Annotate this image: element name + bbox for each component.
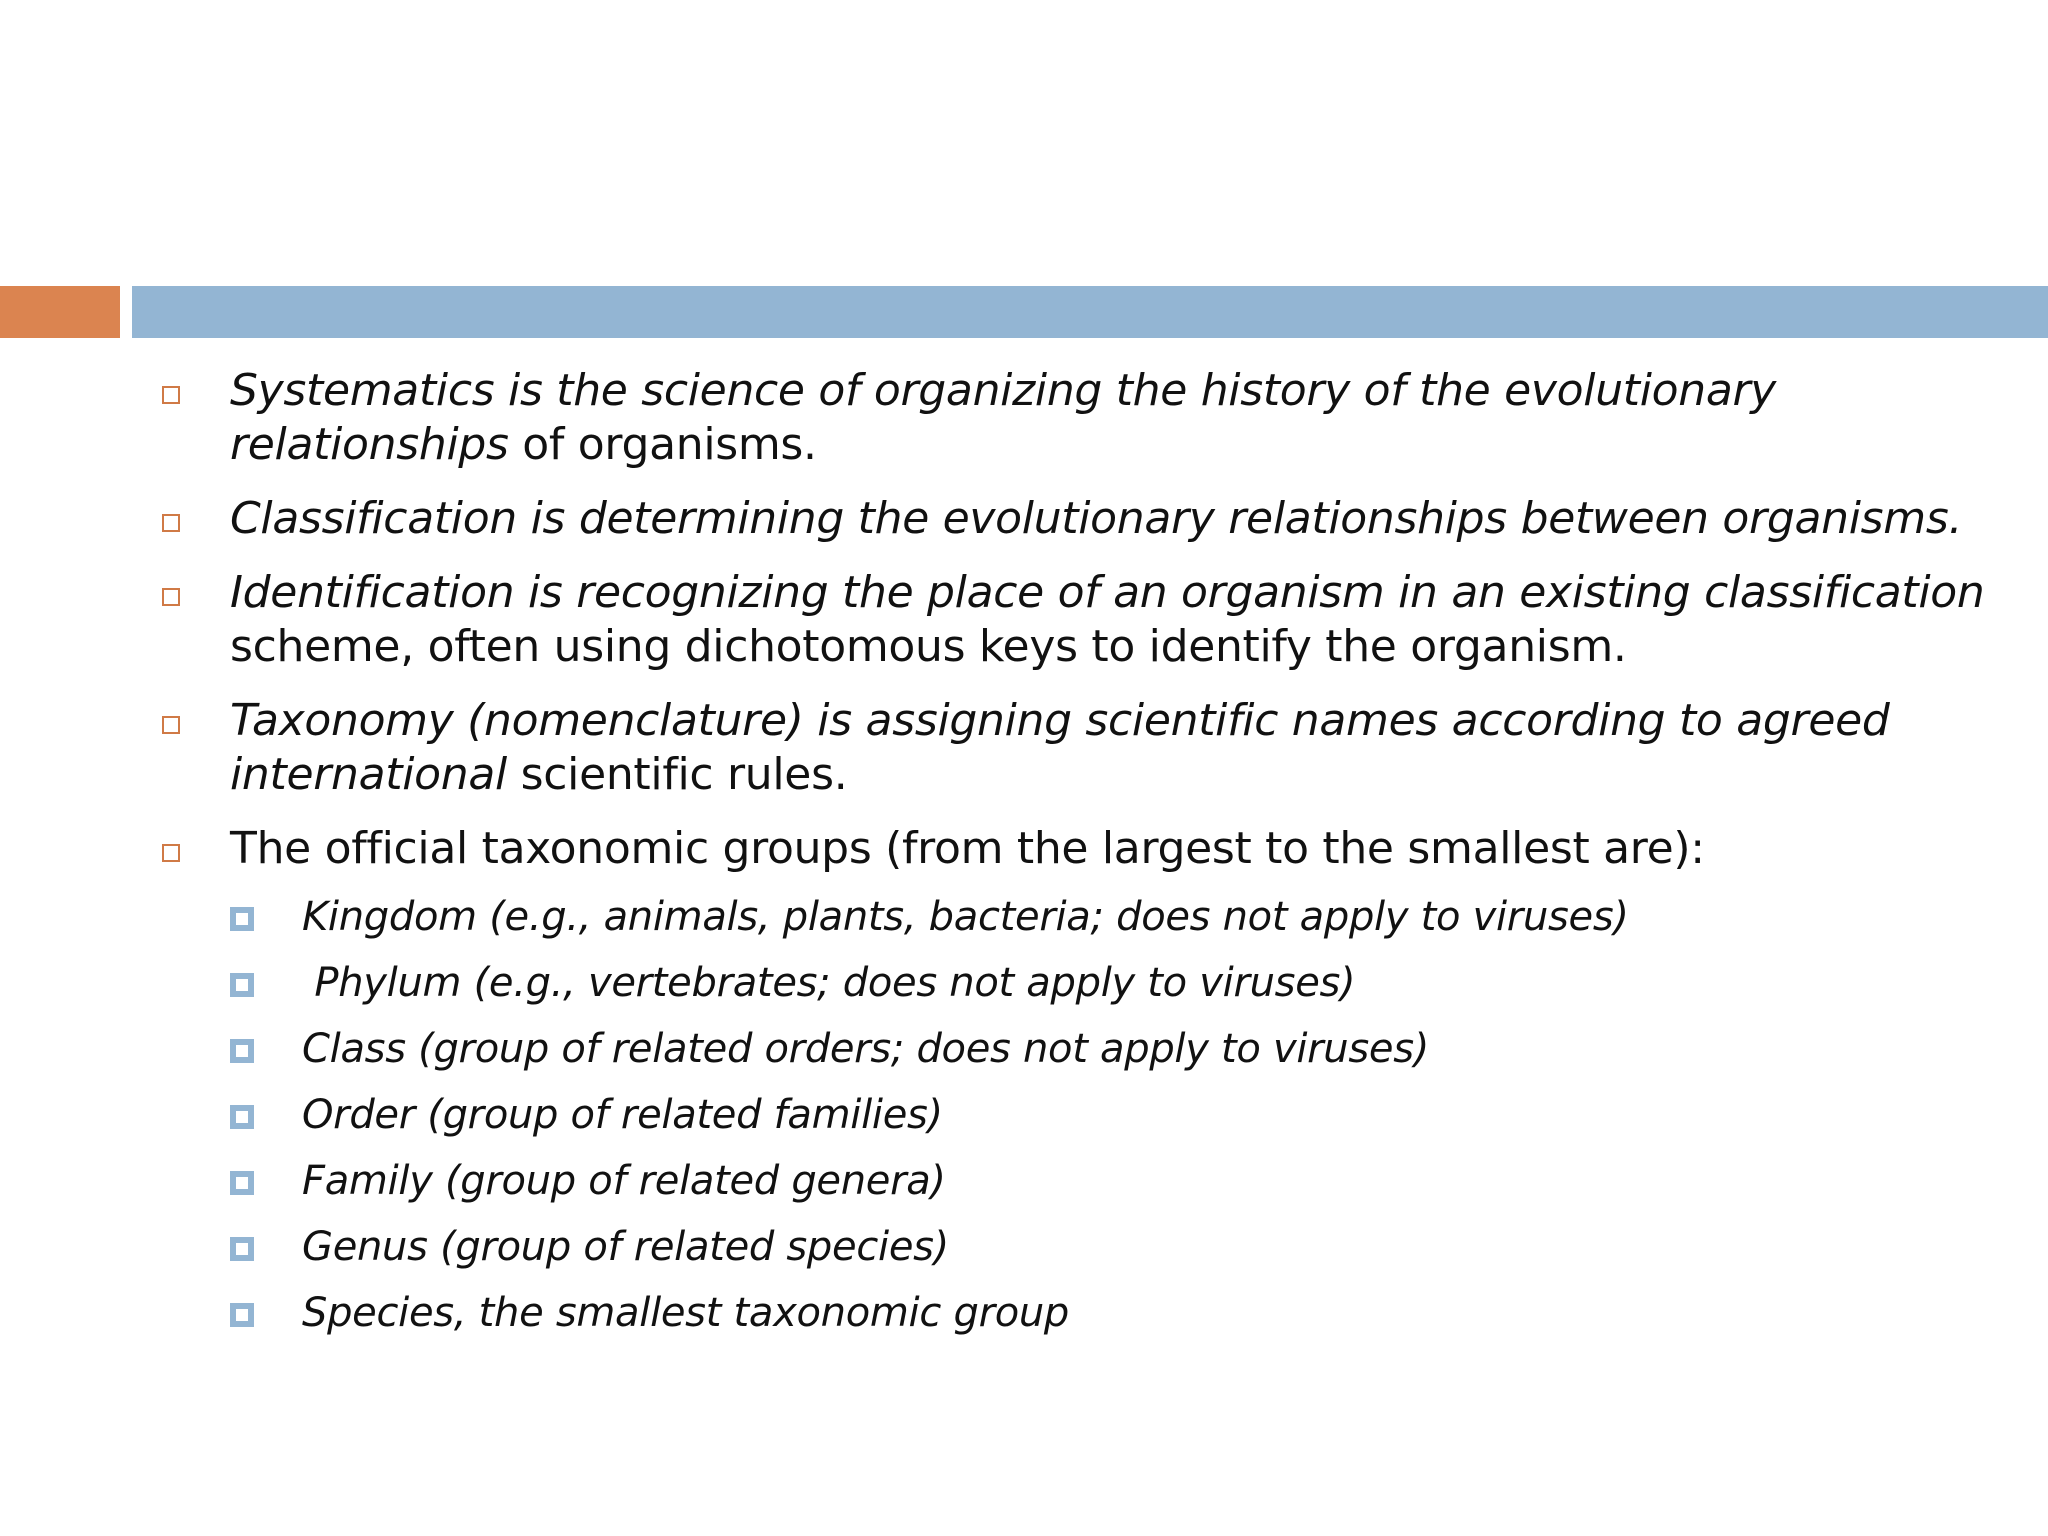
sub-bullet-text: Family (group of related genera) — [302, 1158, 946, 1204]
sub-bullet-text: Kingdom (e.g., animals, plants, bacteria; does not apply to viruses) — [302, 894, 1629, 940]
sub-bullet-family — [230, 1156, 2000, 1206]
bullet-text-italic: Identification is recognizing the place of an organism in an existing classification — [230, 567, 1985, 618]
sub-bullet-text: Phylum (e.g., vertebrates; does not apply to viruses) — [302, 960, 1356, 1006]
square-bullet-icon — [230, 1171, 254, 1195]
square-bullet-icon — [230, 1303, 254, 1327]
hollow-square-icon — [162, 844, 180, 862]
bullet-taxonomy — [160, 694, 2000, 802]
sub-bullet-text: Genus (group of related species) — [302, 1224, 949, 1270]
square-bullet-icon — [230, 1237, 254, 1261]
bullet-taxonomic-groups — [160, 822, 2000, 876]
sub-bullet-order — [230, 1090, 2000, 1140]
slide-content — [160, 364, 2000, 1354]
hollow-square-icon — [162, 716, 180, 734]
accent-bar-orange — [0, 286, 120, 338]
bullet-systematics — [160, 364, 2000, 472]
hollow-square-icon — [162, 386, 180, 404]
sub-bullet-text: Order (group of related families) — [302, 1092, 943, 1138]
sub-bullet-genus — [230, 1222, 2000, 1272]
taxonomic-groups-list — [160, 892, 2000, 1338]
hollow-square-icon — [162, 514, 180, 532]
accent-bar-blue — [132, 286, 2048, 338]
bullet-text-italic: Taxonomy (nomenclature) is assigning scientific names according to agreed international — [230, 695, 1890, 800]
square-bullet-icon — [230, 1039, 254, 1063]
sub-bullet-class — [230, 1024, 2000, 1074]
sub-bullet-kingdom — [230, 892, 2000, 942]
bullet-text-italic: Classification is determining the evolutionary relationships between organisms. — [230, 493, 1963, 544]
bullet-text: scheme, often using dichotomous keys to identify the organism. — [230, 621, 1627, 672]
sub-bullet-species — [230, 1288, 2000, 1338]
square-bullet-icon — [230, 973, 254, 997]
bullet-text: scientific rules. — [506, 749, 848, 800]
sub-bullet-text: Species, the smallest taxonomic group — [302, 1290, 1070, 1336]
bullet-identification — [160, 566, 2000, 674]
bullet-text: of organisms. — [508, 419, 817, 470]
square-bullet-icon — [230, 907, 254, 931]
square-bullet-icon — [230, 1105, 254, 1129]
sub-bullet-phylum — [230, 958, 2000, 1008]
sub-bullet-text: Class (group of related orders; does not apply to viruses) — [302, 1026, 1430, 1072]
bullet-classification — [160, 492, 2000, 546]
hollow-square-icon — [162, 588, 180, 606]
bullet-text-italic: Systematics is the science of organizing the history of the evolutionary relationships — [230, 365, 1777, 470]
bullet-text: The official taxonomic groups (from the largest to the smallest are): — [230, 823, 1705, 874]
